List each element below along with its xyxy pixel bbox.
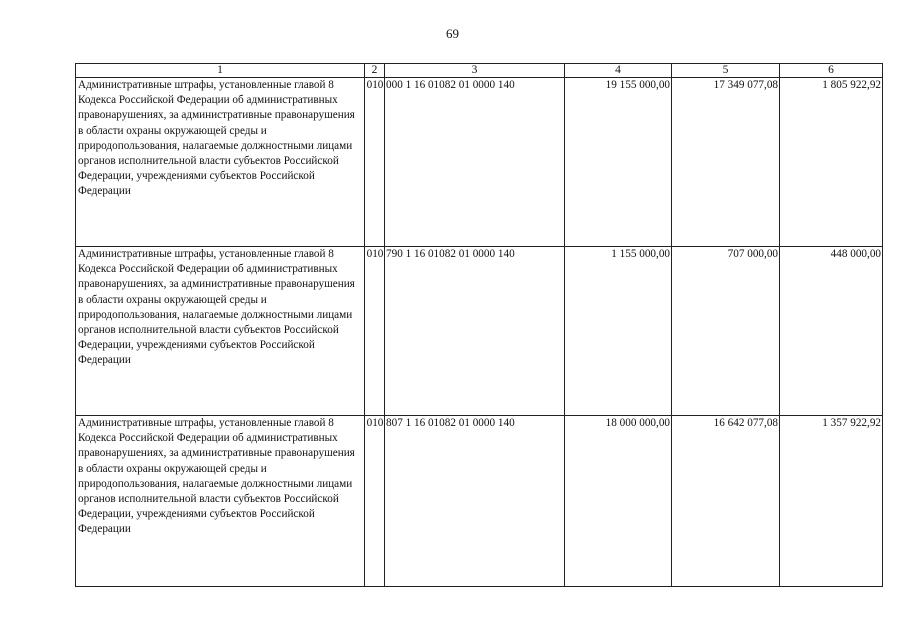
column-header: 4 <box>565 64 672 78</box>
revenue-table <box>75 63 883 587</box>
row-value-col4: 19 155 000,00 <box>565 78 672 247</box>
row-budget-code: 790 1 16 01082 01 0000 140 <box>385 247 565 416</box>
column-header: 5 <box>672 64 780 78</box>
column-header: 1 <box>76 64 365 78</box>
table-row <box>76 416 883 587</box>
row-value-col6: 448 000,00 <box>780 247 883 416</box>
column-header: 6 <box>780 64 883 78</box>
table-row <box>76 78 883 247</box>
row-admin-code: 010 <box>365 78 385 247</box>
table-header-row <box>76 64 883 78</box>
column-header: 3 <box>385 64 565 78</box>
row-value-col5: 707 000,00 <box>672 247 780 416</box>
row-value-col4: 18 000 000,00 <box>565 416 672 587</box>
row-description: Административные штрафы, установленные главой 8 Кодекса Российской Федерации об административных правонарушениях, за административные правонарушения в области охраны окружающей среды и природопользования, налагаемые должностными лицами органов исполнительной власти субъектов Российской Федерации, учреждениями субъектов Российской Федерации <box>76 247 365 416</box>
row-budget-code: 000 1 16 01082 01 0000 140 <box>385 78 565 247</box>
row-value-col6: 1 805 922,92 <box>780 78 883 247</box>
page-number: 69 <box>446 26 459 41</box>
row-value-col5: 17 349 077,08 <box>672 78 780 247</box>
table-row <box>76 247 883 416</box>
row-value-col6: 1 357 922,92 <box>780 416 883 587</box>
row-value-col4: 1 155 000,00 <box>565 247 672 416</box>
row-budget-code: 807 1 16 01082 01 0000 140 <box>385 416 565 587</box>
row-description: Административные штрафы, установленные главой 8 Кодекса Российской Федерации об административных правонарушениях, за административные правонарушения в области охраны окружающей среды и природопользования, налагаемые должностными лицами органов исполнительной власти субъектов Российской Федерации, учреждениями субъектов Российской Федерации <box>76 78 365 247</box>
row-description: Административные штрафы, установленные главой 8 Кодекса Российской Федерации об административных правонарушениях, за административные правонарушения в области охраны окружающей среды и природопользования, налагаемые должностными лицами органов исполнительной власти субъектов Российской Федерации, учреждениями субъектов Российской Федерации <box>76 416 365 587</box>
column-header: 2 <box>365 64 385 78</box>
row-admin-code: 010 <box>365 416 385 587</box>
row-admin-code: 010 <box>365 247 385 416</box>
row-value-col5: 16 642 077,08 <box>672 416 780 587</box>
